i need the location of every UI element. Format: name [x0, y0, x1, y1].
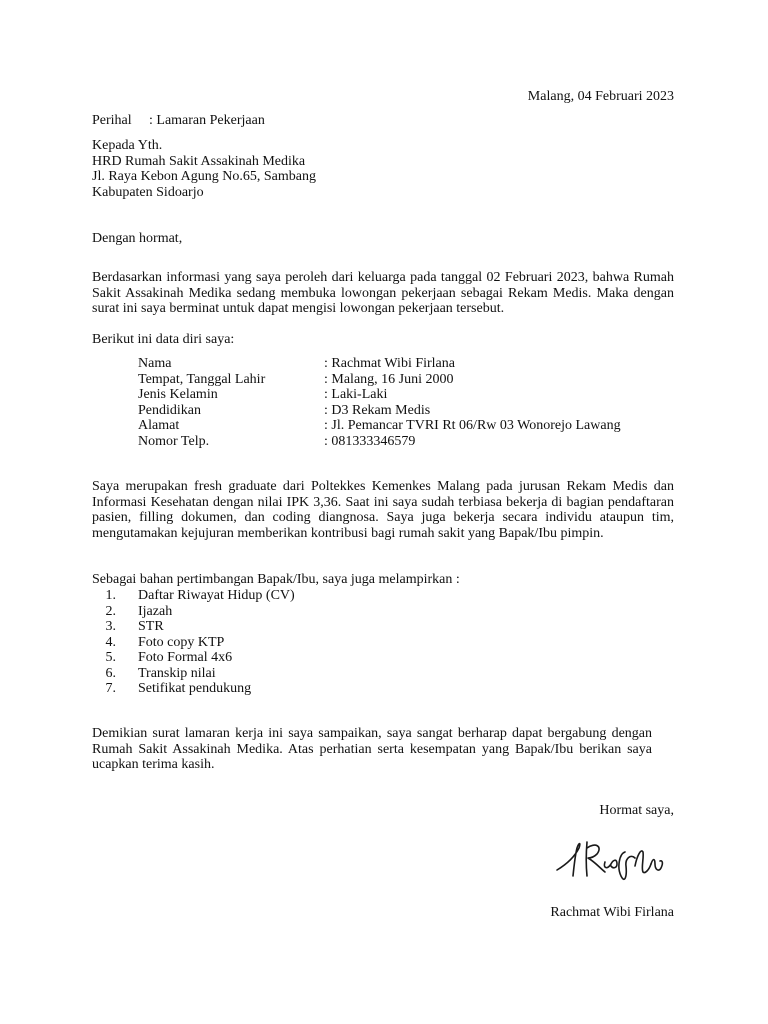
attachments-list: [92, 588, 295, 697]
list-item: [92, 666, 295, 682]
list-item: [92, 588, 295, 604]
subject-label: Perihal: [92, 113, 132, 128]
place-date: Malang, 04 Februari 2023: [527, 89, 674, 104]
bio-row: [138, 418, 621, 434]
bio-value: : Malang, 16 Juni 2000: [324, 371, 454, 387]
signature-stroke: [635, 851, 651, 873]
list-item: [92, 681, 295, 697]
sign-off: Hormat saya,: [599, 803, 674, 818]
subject-value: : Lamaran Pekerjaan: [149, 113, 265, 128]
bio-label: Pendidikan: [138, 402, 201, 418]
list-number: 5.: [105, 650, 116, 665]
closing-paragraph: Demikian surat lamaran kerja ini saya sampaikan, saya sangat berharap dapat bergabung dengan Rumah Sakit Assakinah Medika. Atas perhatian serta kesempatan yang Bapak/Ibu berikan saya ucapkan terima kasih.: [92, 726, 652, 772]
bio-label: Nama: [138, 356, 172, 371]
signer-name: Rachmat Wibi Firlana: [550, 905, 674, 920]
list-number: 1.: [105, 588, 116, 603]
signature-stroke: [557, 844, 580, 877]
list-item: [92, 650, 295, 666]
subject-line: [92, 113, 265, 129]
list-number: 3.: [105, 619, 116, 634]
signature-graphic: [553, 822, 673, 894]
list-text: Foto copy KTP: [138, 634, 225, 650]
recipient-line: Kepada Yth.: [92, 138, 163, 153]
signature-stroke: [619, 852, 635, 879]
list-text: Setifikat pendukung: [138, 681, 252, 696]
bio-label: Tempat, Tanggal Lahir: [138, 371, 266, 387]
bio-table: [138, 356, 621, 449]
bio-value: : 081333346579: [324, 433, 416, 449]
bio-intro: Berikut ini data diri saya:: [92, 332, 235, 347]
list-item: [92, 604, 295, 620]
bio-value: : Laki-Laki: [324, 387, 388, 402]
recipient-address: [92, 138, 316, 200]
list-item: [92, 619, 295, 635]
bio-row: [138, 356, 621, 372]
bio-row: [138, 403, 621, 419]
signature-stroke: [651, 860, 662, 871]
list-item: [92, 635, 295, 651]
recipient-line: HRD Rumah Sakit Assakinah Medika: [92, 153, 306, 169]
greeting: Dengan hormat,: [92, 231, 183, 246]
bio-label: Alamat: [138, 418, 180, 433]
list-number: 2.: [105, 603, 116, 619]
list-number: 6.: [105, 665, 116, 681]
bio-value: : Rachmat Wibi Firlana: [324, 356, 455, 371]
list-text: Foto Formal 4x6: [138, 650, 233, 665]
bio-label: Nomor Telp.: [138, 433, 210, 449]
attachments-intro: Sebagai bahan pertimbangan Bapak/Ibu, saya juga melampirkan :: [92, 572, 460, 587]
bio-row: [138, 434, 621, 450]
signature-stroke: [587, 845, 605, 872]
list-text: STR: [138, 619, 164, 634]
recipient-line: Jl. Raya Kebon Agung No.65, Sambang: [92, 169, 316, 184]
bio-row: [138, 387, 621, 403]
list-text: Ijazah: [138, 603, 173, 619]
intro-paragraph: Berdasarkan informasi yang saya peroleh dari keluarga pada tanggal 02 Februari 2023, bahwa Rumah Sakit Assakinah Medika sedang membuka lowongan pekerjaan sebagai Rekam Medis. Maka dengan surat ini saya berminat untuk dapat mengisi lowongan pekerjaan tersebut.: [92, 270, 674, 316]
signature-stroke: [604, 860, 617, 868]
list-text: Transkip nilai: [138, 665, 216, 681]
experience-paragraph: Saya merupakan fresh graduate dari Poltekkes Kemenkes Malang pada jurusan Rekam Medis dan Informasi Kesehatan dengan nilai IPK 3,36. Saat ini saya sudah terbiasa bekerja di bagian pendaftaran pasien, filling dokumen, dan coding diangnosa. Saya juga bekerja secara individu ataupun tim, mengutamakan kejujuran memberikan kontribusi bagi rumah sakit yang Bapak/Ibu pimpin.: [92, 479, 674, 541]
bio-value: : D3 Rekam Medis: [324, 402, 431, 418]
recipient-line: Kabupaten Sidoarjo: [92, 184, 204, 200]
list-number: 4.: [105, 634, 116, 650]
list-number: 7.: [105, 681, 116, 696]
bio-label: Jenis Kelamin: [138, 387, 218, 402]
signature: [553, 822, 673, 894]
list-text: Daftar Riwayat Hidup (CV): [138, 588, 295, 603]
bio-value: : Jl. Pemancar TVRI Rt 06/Rw 03 Wonorejo Lawang: [324, 418, 621, 433]
bio-row: [138, 372, 621, 388]
